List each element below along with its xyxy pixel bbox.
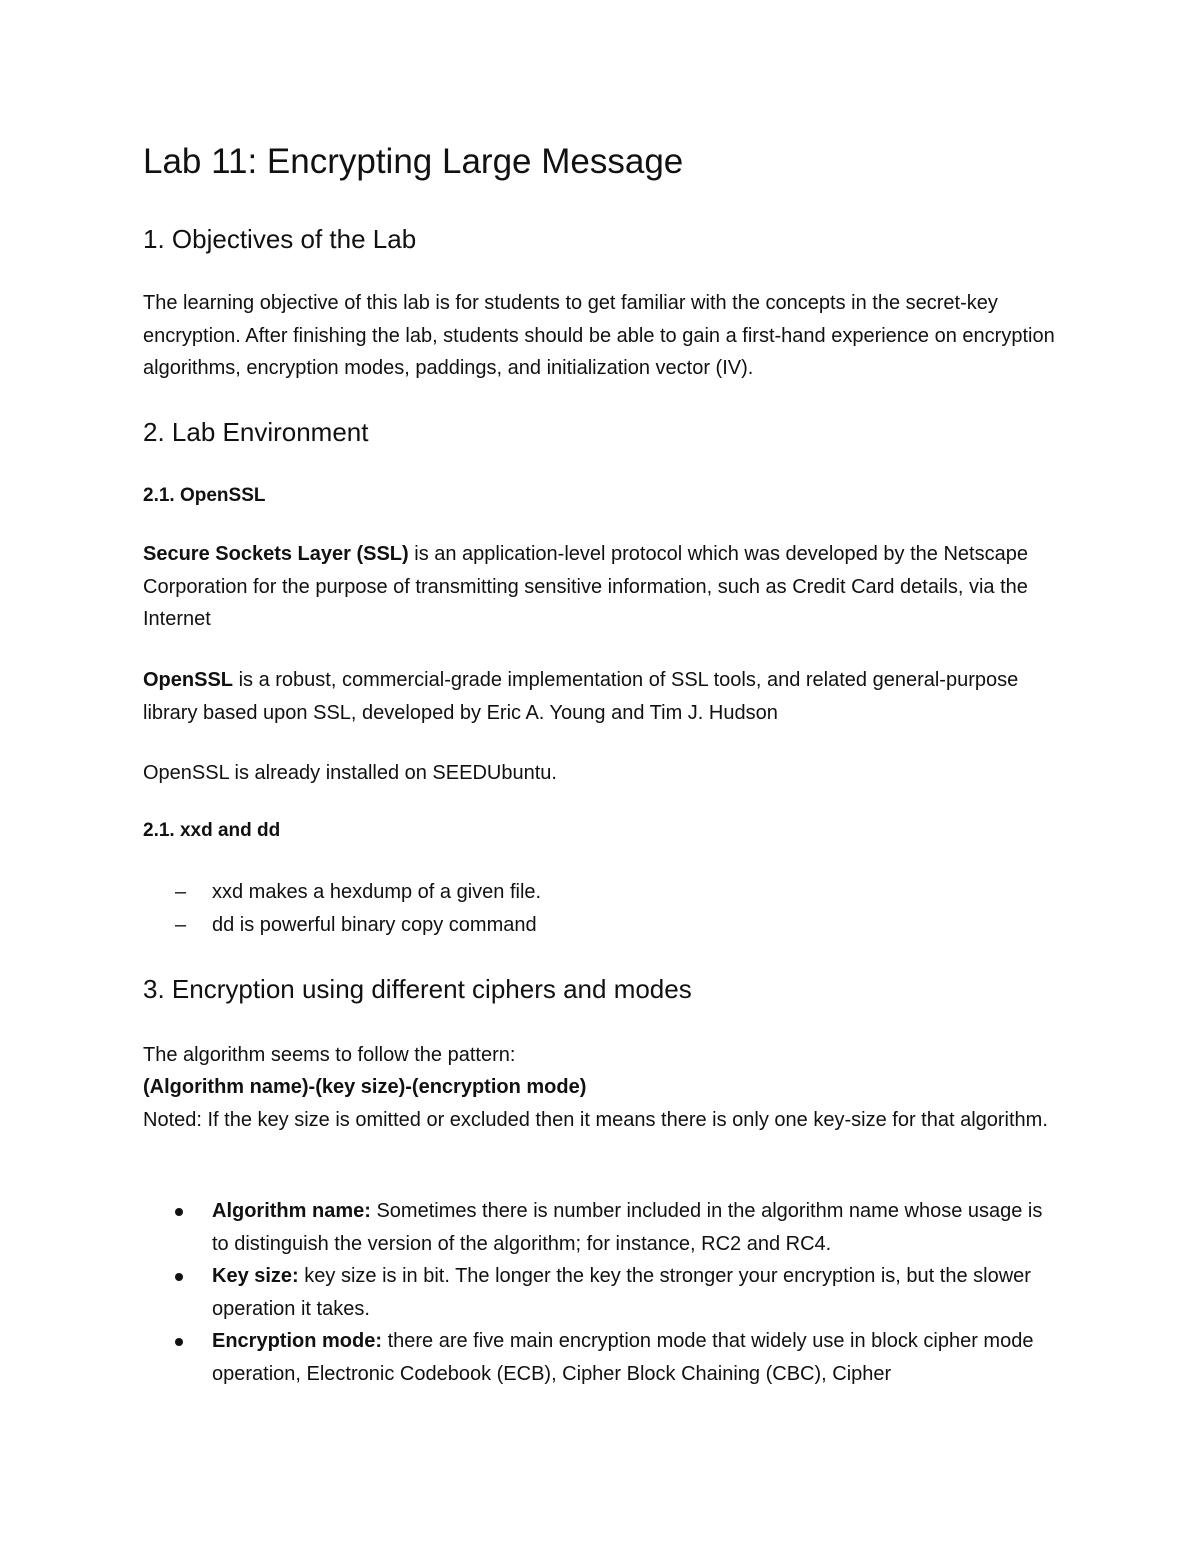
bullet-text: key size is in bit. The longer the key the stronger your encryption is, but the slower operation it takes. xyxy=(212,1265,1031,1320)
ssl-paragraph xyxy=(143,538,1058,636)
openssl-description: is a robust, commercial-grade implementation of SSL tools, and related general-purpose library based upon SSL, developed by Eric A. Young and Tim J. Hudson xyxy=(143,669,1019,724)
algorithm-intro: The algorithm seems to follow the pattern: xyxy=(143,1044,516,1066)
xxd-dd-list xyxy=(143,876,1058,941)
list-item xyxy=(143,909,1058,942)
document-title: Lab 11: Encrypting Large Message xyxy=(143,142,684,181)
ssl-description: is an application-level protocol which was developed by the Netscape Corporation for the purpose of transmitting sensitive information, such as Credit Card details, via the Internet xyxy=(143,543,1028,630)
dash-marker: – xyxy=(175,881,187,903)
list-item-text: dd is powerful binary copy command xyxy=(212,913,537,936)
bullet-label: Key size: xyxy=(212,1265,299,1287)
openssl-installed-paragraph: OpenSSL is already installed on SEEDUbuntu. xyxy=(143,762,557,784)
dash-marker: – xyxy=(175,913,187,936)
key-size-note: Noted: If the key size is omitted or excluded then it means there is only one key-size for that algorithm. xyxy=(143,1109,1048,1131)
subsection-openssl-heading: 2.1. OpenSSL xyxy=(143,485,266,506)
list-item-text: xxd makes a hexdump of a given file. xyxy=(212,881,542,903)
bullet-icon xyxy=(175,1273,183,1281)
openssl-term: OpenSSL xyxy=(143,669,234,691)
section-1-heading: 1. Objectives of the Lab xyxy=(143,224,417,254)
ssl-term: Secure Sockets Layer (SSL) xyxy=(143,543,409,565)
bullet-text: Sometimes there is number included in the algorithm name whose usage is to distinguish the version of the algorithm; for instance, RC2 and RC4. xyxy=(212,1200,1043,1255)
list-item xyxy=(143,876,1058,909)
section-2-heading: 2. Lab Environment xyxy=(143,417,369,447)
pattern-text: (Algorithm name)-(key size)-(encryption mode) xyxy=(143,1076,587,1098)
bullet-icon xyxy=(175,1338,183,1346)
section-3-heading: 3. Encryption using different ciphers and modes xyxy=(143,974,692,1004)
bullet-text: there are five main encryption mode that widely use in block cipher mode operation, Electronic Codebook (ECB), Cipher Block Chaining (CBC), Cipher xyxy=(212,1330,1034,1385)
bullet-label: Encryption mode: xyxy=(212,1330,383,1352)
bullet-label: Algorithm name: xyxy=(212,1200,371,1222)
algorithm-pattern xyxy=(143,1071,1058,1104)
list-item xyxy=(143,1195,1058,1260)
objectives-paragraph: The learning objective of this lab is for students to get familiar with the concepts in the secret-key encryption. After finishing the lab, students should be able to gain a first-hand experience on encryption algorithms, encryption modes, paddings, and initialization vector (IV). xyxy=(143,292,1055,379)
list-item xyxy=(143,1260,1058,1325)
openssl-paragraph xyxy=(143,664,1058,729)
cipher-components-list xyxy=(143,1195,1058,1390)
bullet-icon xyxy=(175,1208,183,1216)
subsection-xxd-dd-heading: 2.1. xxd and dd xyxy=(143,820,281,841)
list-item xyxy=(143,1325,1058,1390)
